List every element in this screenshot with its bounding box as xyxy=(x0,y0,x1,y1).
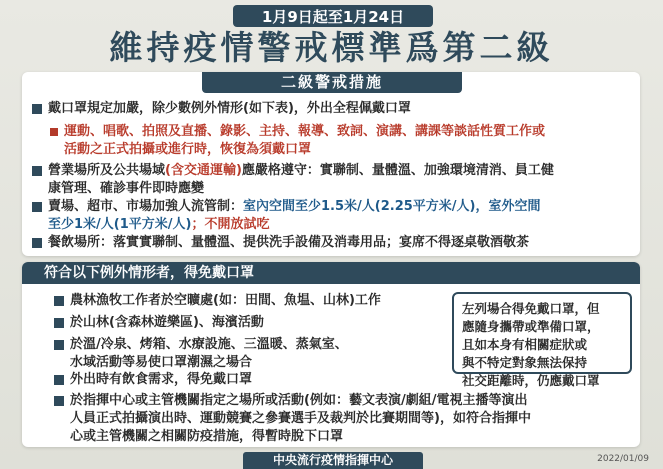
bullet-icon xyxy=(32,166,42,176)
footer-agency: 中央流行疫情指揮中心 xyxy=(243,452,423,469)
measure-item: 餐飲場所：落實實聯制、量體溫、提供洗手設備及消毒用品；宴席不得逐桌敬酒敬茶 xyxy=(48,235,530,250)
page-title: 維持疫情警戒標準爲第二級 xyxy=(109,28,554,67)
bullet-icon xyxy=(32,104,42,114)
measure-subitem: 運動、唱歌、拍照及直播、錄影、主持、報導、致詞、演講、講課等談話性質工作或 活動之正式拍攝或進行時，恢復為須戴口罩 xyxy=(64,124,546,157)
bullet-icon xyxy=(32,202,42,212)
bullet-icon xyxy=(54,340,64,350)
section-header: 二級警戒措施 xyxy=(202,72,462,93)
section-header: 符合以下例外情形者，得免戴口罩 xyxy=(22,262,640,284)
exception-item: 於指揮中心或主管機關指定之場所或活動(例如：藝文表演/劇組/電視主播等演出 人員正式拍攝演出時、運動競賽之參賽選手及裁判於比賽期間等)，如符合指揮中 心或主管機關之相關防疫措施，得暫時脫下口罩 xyxy=(70,393,531,444)
measure-item: 營業場所及公共場域(含交通運輸)應嚴格遵守：實聯制、量體溫、加強環境清消、員工健 康管理、確診事件即時應變 xyxy=(48,163,554,196)
bullet-icon xyxy=(54,296,64,306)
exception-item: 於溫/冷泉、烤箱、水療設施、三溫暖、蒸氣室、 水域活動等易使口罩潮濕之場合 xyxy=(70,337,348,370)
level2-measures-card xyxy=(22,72,640,256)
bullet-icon xyxy=(50,128,58,136)
exception-item: 於山林(含森林遊樂區)、海濱活動 xyxy=(70,315,264,330)
exception-item: 農林漁牧工作者於空曠處(如：田間、魚塭、山林)工作 xyxy=(70,293,381,308)
date-range-badge: 1月9日起至1月24日 xyxy=(233,5,433,27)
bullet-icon xyxy=(54,396,64,406)
bullet-icon xyxy=(32,238,42,248)
measure-item: 戴口罩規定加嚴，除少數例外情形(如下表)，外出全程佩戴口罩 xyxy=(48,101,411,116)
measure-item: 賣場、超市、市場加強人流管制：室內空間至少1.5米/人(2.25平方米/人)，室外空間 至少1米/人(1平方米/人)；不開放試吃 xyxy=(48,199,541,232)
bullet-icon xyxy=(54,375,64,385)
exceptions-card xyxy=(22,262,640,447)
bullet-icon xyxy=(54,318,64,328)
exception-item: 外出時有飲食需求，得免戴口罩 xyxy=(70,372,253,387)
exception-note: 左列場合得免戴口罩，但 應隨身攜帶或準備口罩， 且如本身有相關症狀或 與不特定對象無法保持 社交距離時，仍應戴口罩 xyxy=(452,292,632,374)
footer-date: 2022/01/09 xyxy=(597,454,649,464)
